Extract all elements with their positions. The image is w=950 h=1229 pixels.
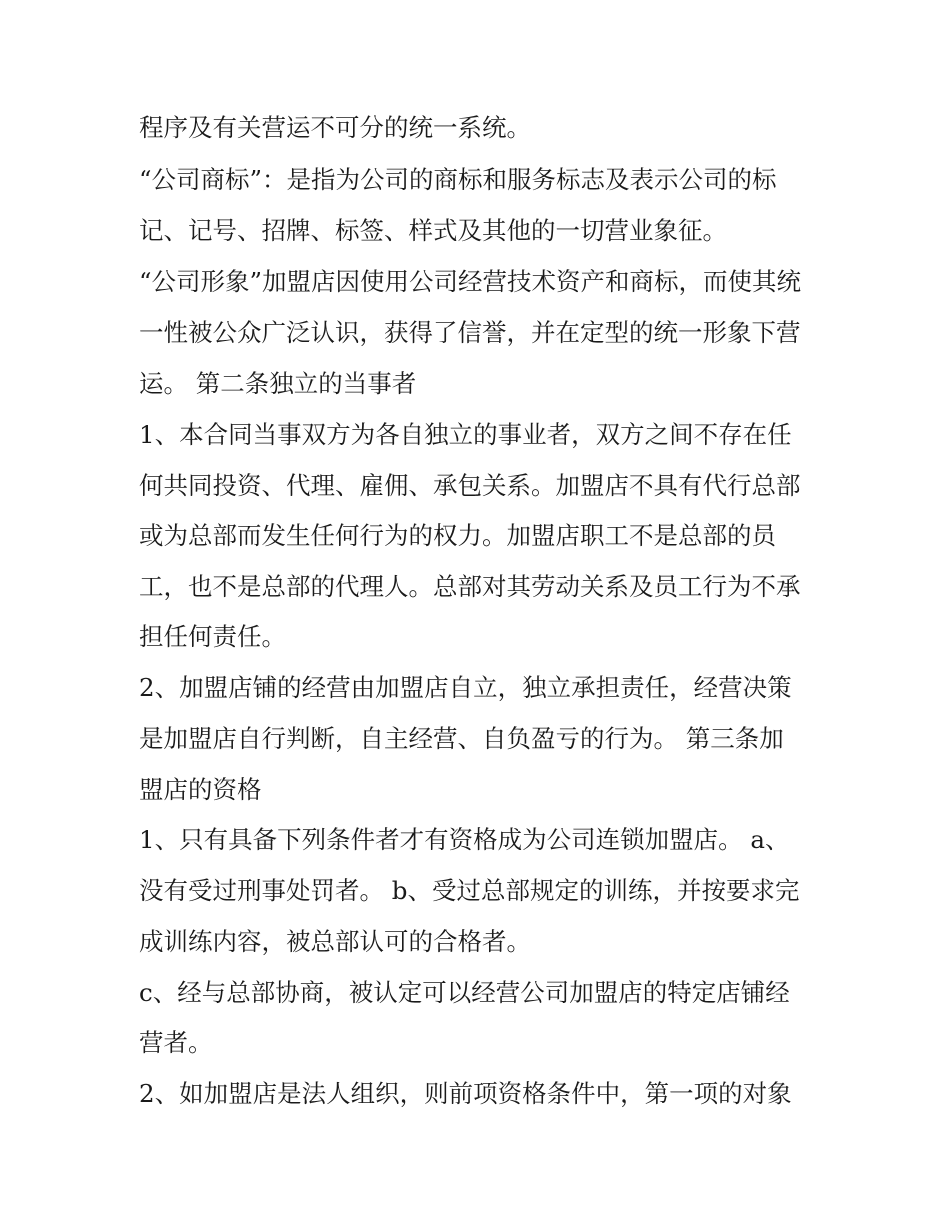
text-line: 1、只有具备下列条件者才有资格成为公司连锁加盟店。 a、 [139,825,790,854]
text-line: c、经与总部协商，被认定可以经营公司加盟店的特定店铺经 [139,978,790,1007]
text-line: 何共同投资、代理、雇佣、承包关系。加盟店不具有代行总部 [139,471,801,500]
text-line: 没有受过刑事处罚者。 b、受过总部规定的训练，并按要求完 [139,876,800,905]
text-line: 2、如加盟店是法人组织，则前项资格条件中，第一项的对象 [139,1079,792,1108]
text-line: “公司形象”加盟店因使用公司经营技术资产和商标，而使其统 [139,267,802,296]
text-line: 担任何责任。 [139,622,286,651]
text-line: 盟店的资格 [139,775,262,804]
text-line: 一性被公众广泛认识，获得了信誉，并在定型的统一形象下营 [139,318,801,347]
text-line: 或为总部而发生任何行为的权力。加盟店职工不是总部的员 [139,521,776,550]
text-line: 工，也不是总部的代理人。总部对其劳动关系及员工行为不承 [139,572,801,601]
text-line: 2、加盟店铺的经营由加盟店自立，独立承担责任，经营决策 [139,673,792,702]
text-line: 1、本合同当事双方为各自独立的事业者，双方之间不存在任 [139,420,792,449]
text-line: 程序及有关营运不可分的统一系统。 [139,113,531,142]
text-line: 营者。 [139,1028,213,1057]
text-line: “公司商标”：是指为公司的商标和服务标志及表示公司的标 [139,165,777,194]
text-line: 运。 第二条独立的当事者 [139,369,417,398]
text-line: 记、记号、招牌、标签、样式及其他的一切营业象征。 [139,216,727,245]
text-line: 是加盟店自行判断，自主经营、自负盈亏的行为。 第三条加 [139,724,784,753]
text-line: 成训练内容，被总部认可的合格者。 [139,927,531,956]
